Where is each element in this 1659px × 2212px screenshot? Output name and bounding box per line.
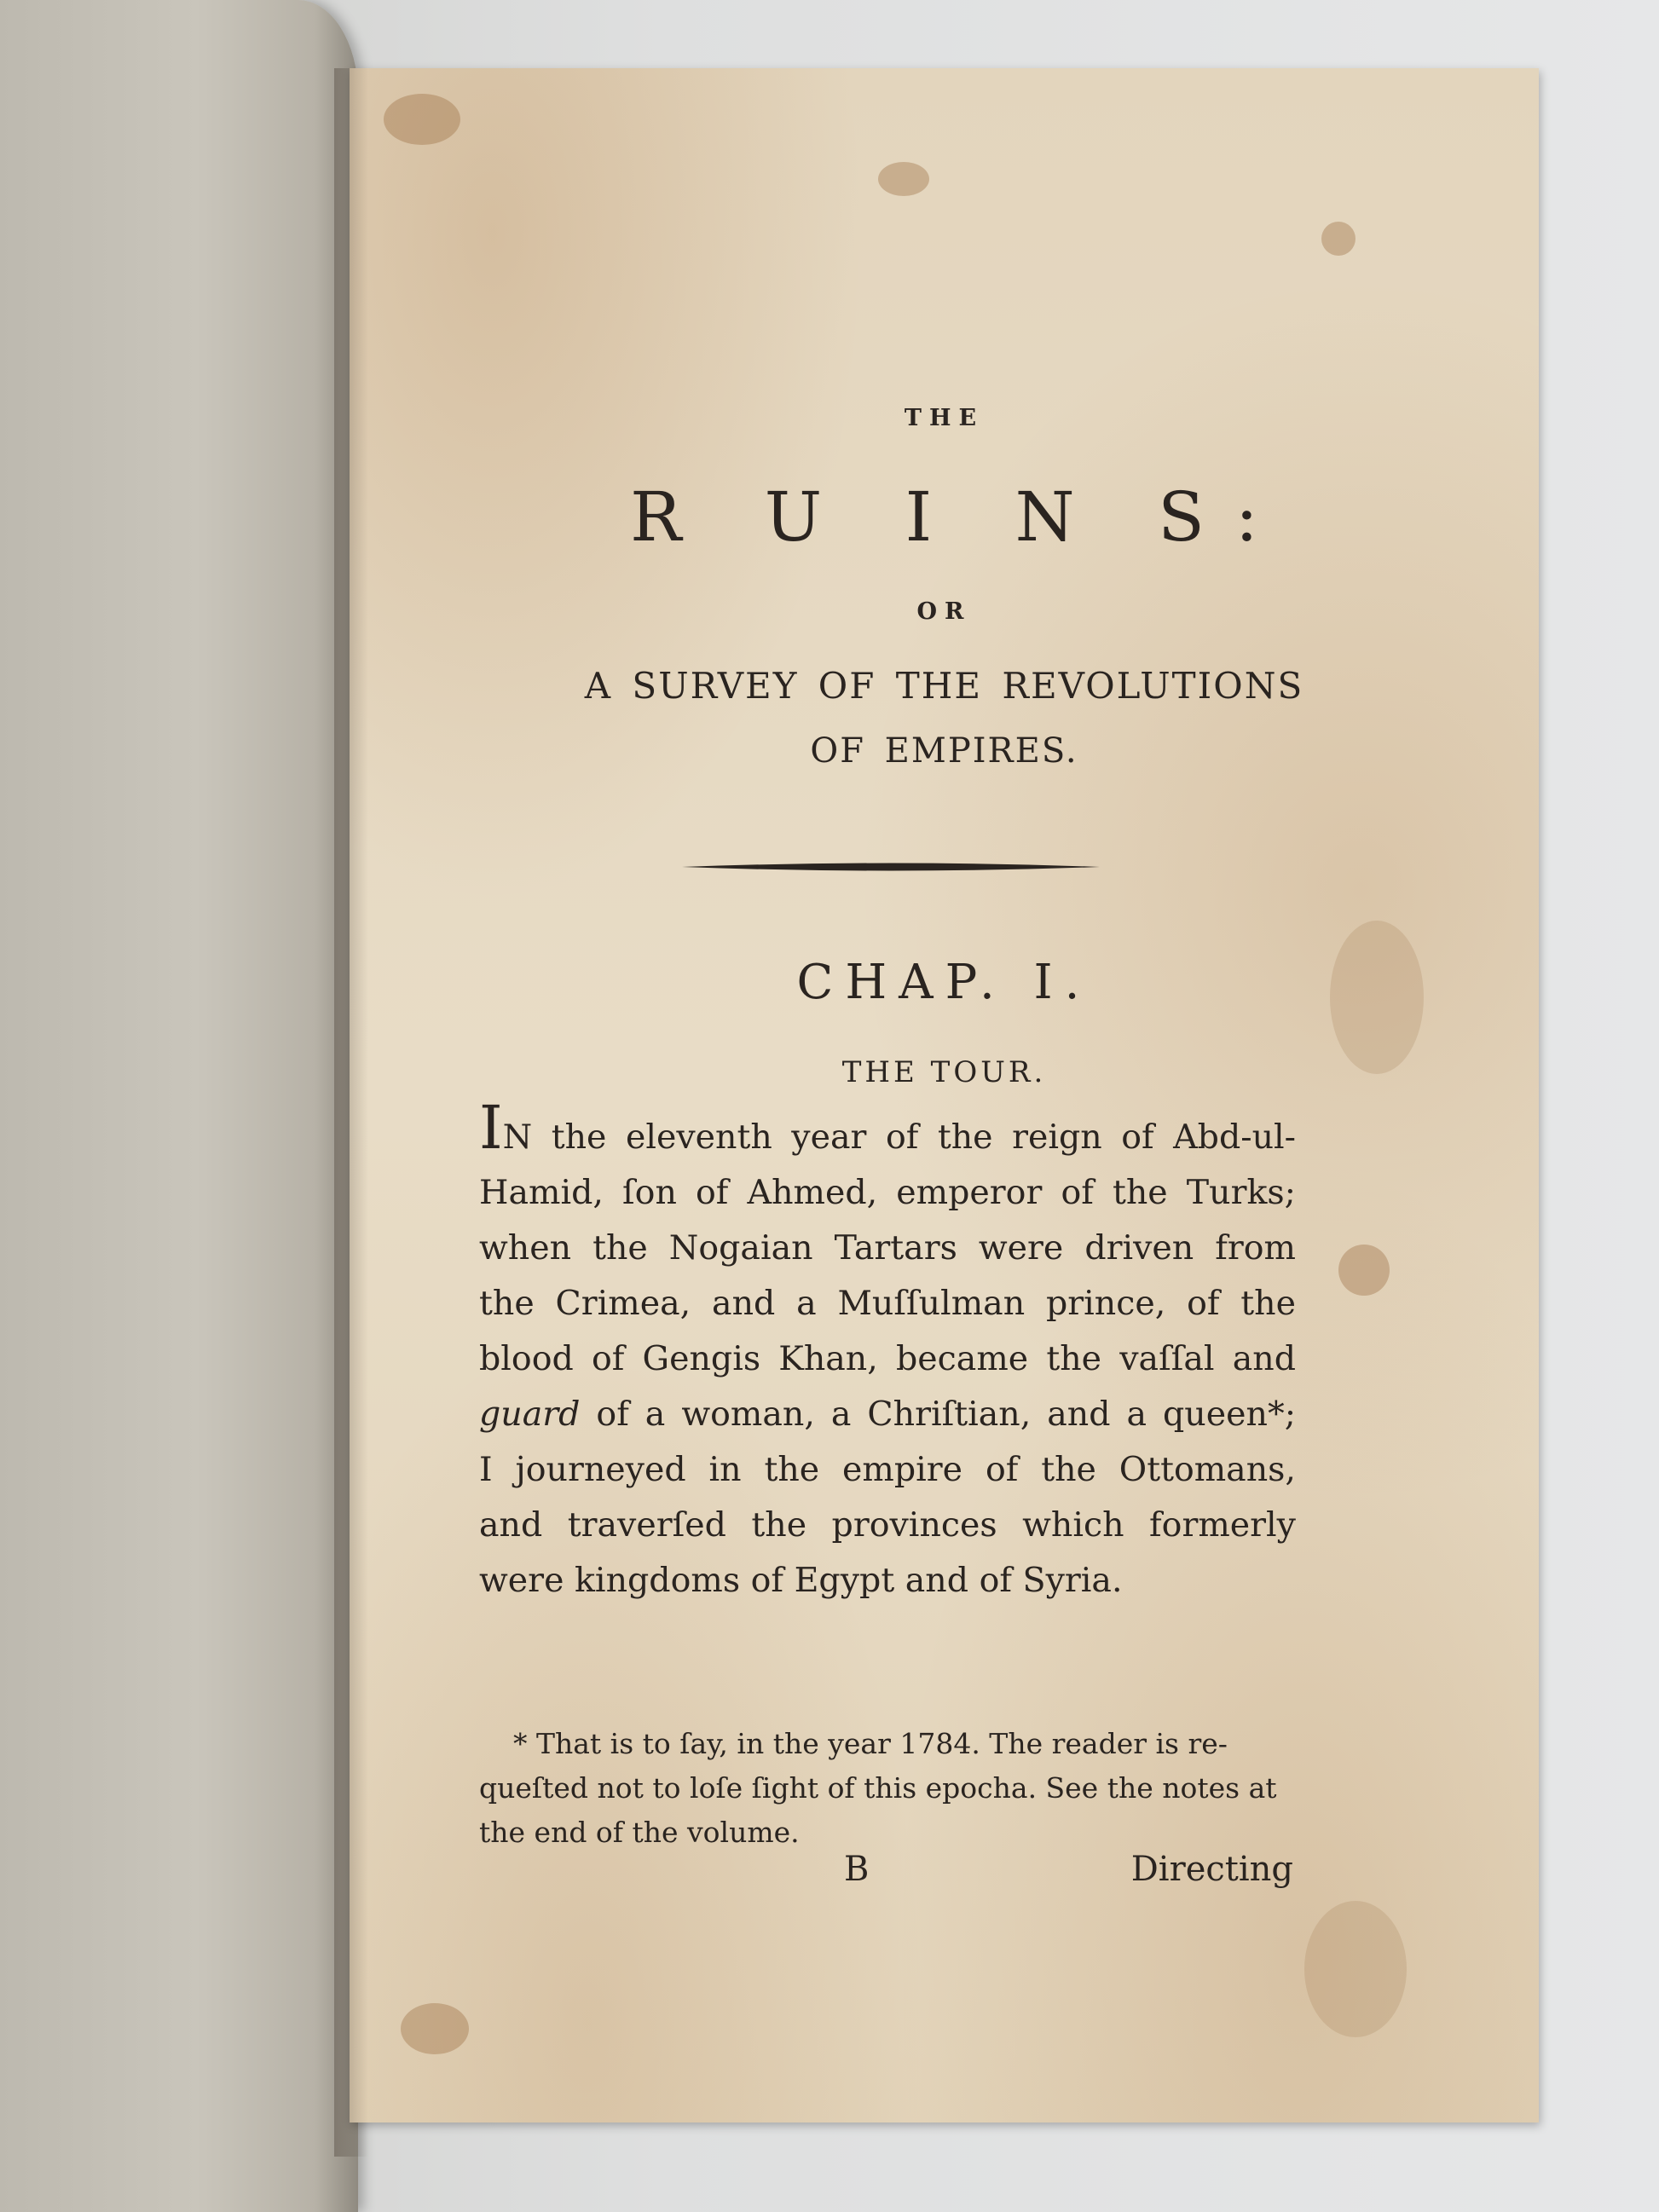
subtitle-line-2: OF EMPIRES. [810,731,1078,771]
book-title: R U I N S: [630,477,1289,557]
ornamental-rule [682,858,1100,876]
italic-word: guard [479,1395,581,1434]
subtitle-line-1: A SURVEY OF THE REVOLUTIONS [584,665,1304,707]
title-article: THE [904,405,985,431]
body-line: IN the eleventh year of the reign of Abd-ul- [479,1093,1296,1163]
foxing-stain [401,2003,469,2054]
foxing-stain [384,94,460,145]
left-page-edge [0,0,358,2212]
foxing-stain [1338,1245,1390,1296]
foxing-stain [878,162,929,196]
body-line: and traverſed the provinces which formerly [479,1505,1296,1545]
footnote-line: * That is to ſay, in the year 1784. The reader is re- [513,1727,1228,1760]
title-conjunction: OR [916,598,972,625]
body-paragraph [479,1093,1296,1608]
body-line: were kingdoms of Egypt and of Syria. [479,1561,1123,1600]
body-line: I journeyed in the empire of the Ottomans, [479,1450,1296,1489]
footnote-line: queſted not to loſe ſight of this epocha. See the notes at [479,1771,1277,1805]
body-line: blood of Gengis Khan, became the vaſſal and [479,1339,1296,1378]
footnote [479,1722,1296,1855]
body-line: the Crimea, and a Muſſulman prince, of the [479,1284,1296,1323]
body-line: when the Nogaian Tartars were driven from [479,1228,1296,1268]
catchword: Directing [1130,1850,1293,1889]
foxing-stain [1321,222,1356,256]
chapter-subheading: THE TOUR. [841,1055,1047,1089]
signature-mark: B [844,1850,870,1889]
foxing-stain [1304,1901,1407,2037]
drop-cap: I [479,1093,503,1163]
book-page [350,68,1539,2122]
footnote-line: the end of the volume. [479,1816,800,1849]
body-line: guard of a woman, a Chriſtian, and a queen*; [479,1395,1296,1434]
body-line: Hamid, ſon of Ahmed, emperor of the Turks; [479,1173,1296,1212]
chapter-heading: CHAP. I. [796,955,1092,1010]
page-gutter-shadow [334,68,368,2157]
